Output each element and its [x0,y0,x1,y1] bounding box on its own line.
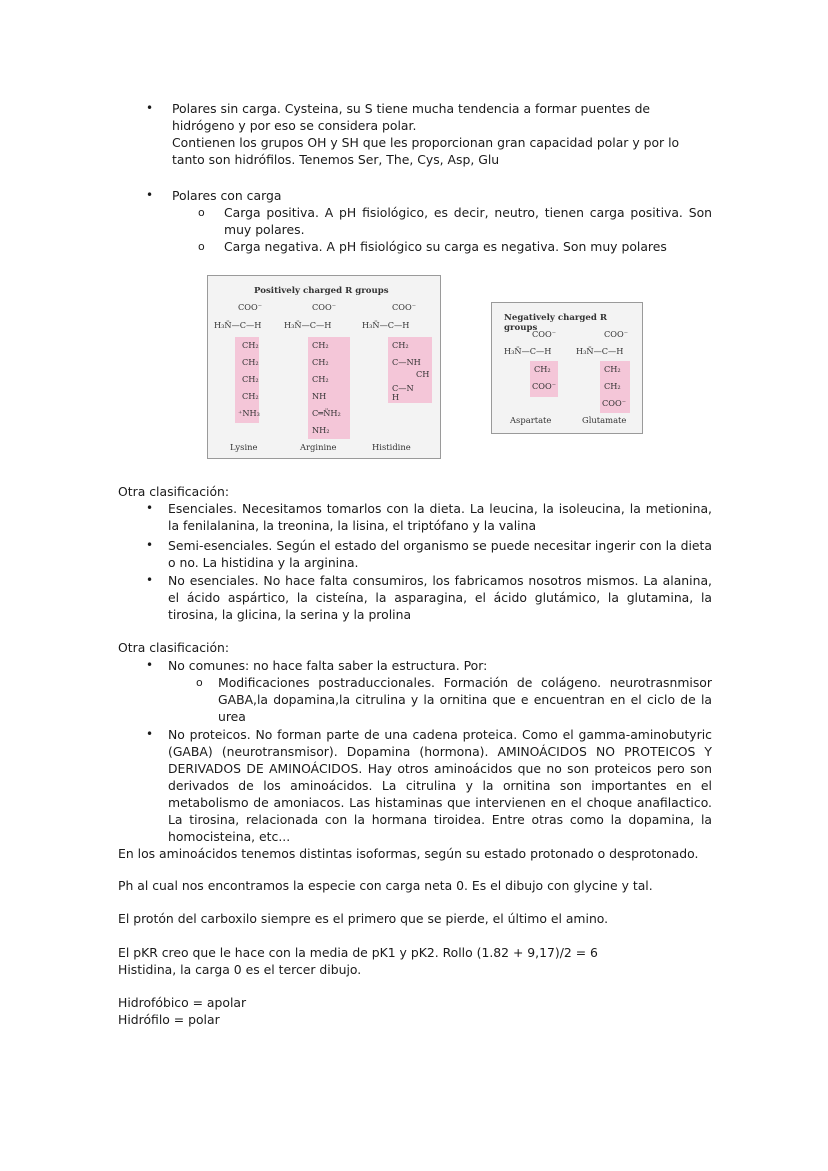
lysine-alpha: H₃N̈—C—H [214,320,262,330]
lysine-ch2-4: CH₂ [242,391,259,401]
histidina-paragraph: Histidina, la carga 0 es el tercer dibujo. [118,962,362,977]
no-comunes-text: No comunes: no hace falta saber la estructura. Por: [168,658,488,673]
histidine-label: Histidine [372,442,411,452]
semi-esenciales-text: Semi-esenciales. Según el estado del organismo se puede necesitar ingerir con la dieta o no. La histidina y la arginina. [168,538,712,570]
lysine-label: Lysine [230,442,258,452]
list-item [146,726,712,845]
bullet-marker: • [146,501,154,515]
aspartate-coo-side: COO⁻ [532,381,557,391]
histidine-c-n: C—N [392,383,414,393]
bullet-marker: • [146,188,154,202]
figure-title: Positively charged R groups [254,286,389,296]
list-item [146,500,712,534]
list-item [146,537,712,571]
modificaciones-text: Modificaciones postraduccionales. Formación de colágeno. neurotrasnmisor GABA,la dopamina,la citrulina y la ornitina que e encuentran en el ciclo de la urea [218,675,712,724]
section-heading: Otra clasificación: [118,484,230,499]
section-heading: Otra clasificación: [118,640,230,655]
bullet-marker: • [146,658,154,672]
bullet-marker: • [146,101,154,115]
aspartate-label: Aspartate [510,415,552,425]
histidine-c-nh: C—NH [392,357,421,367]
list-item [196,674,712,725]
sub-bullet-marker: o [198,240,205,253]
histidine-h: H [392,392,400,402]
glutamate-label: Glutamate [582,415,627,425]
arginine-alpha: H₃N̈—C—H [284,320,332,330]
positively-charged-figure [207,275,441,459]
polares-sin-carga-text: Polares sin carga. Cysteina, su S tiene mucha tendencia a formar puentes de hidrógeno y por eso se considera polar. [172,101,651,133]
arginine-nh: NH [312,391,327,401]
negatively-charged-figure [491,302,643,434]
bullet-marker: • [146,538,154,552]
carga-positiva-text: Carga positiva. A pH fisiológico, es decir, neutro, tienen carga positiva. Son muy polares. [224,205,712,237]
glutamate-ch2-1: CH₂ [604,364,621,374]
carga-neta-paragraph: Ph al cual nos encontramos la especie con carga neta 0. Es el dibujo con glycine y tal. [118,878,653,893]
list-item [146,572,712,623]
aspartate-ch2: CH₂ [534,364,551,374]
lysine-nh3: ⁺NH₃ [238,408,260,418]
bullet-item-polares-sin-carga [146,100,712,168]
hidrofobico-line: Hidrofóbico = apolar [118,995,247,1010]
arginine-ch2-3: CH₂ [312,374,329,384]
figure-title: Negatively charged R groups [504,313,608,333]
glutamate-coo-side: COO⁻ [602,398,627,408]
list-item [146,657,712,674]
bullet-item-polares-con-carga [146,187,712,204]
isoformas-paragraph: En los aminoácidos tenemos distintas isoformas, según su estado protonado o desprotonado. [118,846,699,861]
lysine-ch2-1: CH₂ [242,340,259,350]
sub-item-carga-positiva [198,204,712,238]
histidine-ch: CH [416,369,430,379]
polares-con-carga-title: Polares con carga [172,188,282,203]
bullet-marker: • [146,727,154,741]
lysine-ch2-3: CH₂ [242,374,259,384]
bullet-marker: • [146,573,154,587]
arginine-ch2-1: CH₂ [312,340,329,350]
arginine-ch2-2: CH₂ [312,357,329,367]
carga-negativa-text: Carga negativa. A pH fisiológico su carga es negativa. Son muy polares [224,239,667,254]
sub-bullet-marker: o [198,206,205,219]
lysine-ch2-2: CH₂ [242,357,259,367]
glutamate-coo: COO⁻ [604,329,629,339]
no-esenciales-text: No esenciales. No hace falta consumiros, los fabricamos nosotros mismos. La alanina, el ácido aspártico, la cisteína, la asparagina, el ácido glutámico, la glutamina, la tirosina, la glicina, la serina y la prolina [168,573,712,622]
sub-item-carga-negativa [198,238,712,255]
histidine-coo: COO⁻ [392,302,417,312]
arginine-nh2: NH₂ [312,425,330,435]
hidrofilo-line: Hidrófilo = polar [118,1012,220,1027]
no-proteicos-text: No proteicos. No forman parte de una cadena proteica. Como el gamma-aminobutyric (GABA) (neurotransmisor). Dopamina (hormona). AMINOÁCIDOS NO PROTEICOS Y DERIVADOS DE AMINOÁCIDOS. Hay otros aminoácidos que no son proteicos pero son derivados de los aminoácidos. La citrulina y la ornitina son importantes en el metabolismo de amoniacos. Las histaminas que intervienen en el choque anafilactico. La tirosina, relacionada con la hormana tiroidea. Entre otras como la dopamina, la homocisteina, etc... [168,727,712,844]
histidine-alpha: H₃N̈—C—H [362,320,410,330]
arginine-c-nh2: C═N̈H₂ [312,408,341,418]
aspartate-alpha: H₃N̈—C—H [504,346,552,356]
polares-sin-carga-detail: Contienen los grupos OH y SH que les proporcionan gran capacidad polar y por lo tanto son hidrófilos. Tenemos Ser, The, Cys, Asp, Glu [172,135,680,167]
lysine-coo: COO⁻ [238,302,263,312]
histidine-ch2: CH₂ [392,340,409,350]
proton-paragraph: El protón del carboxilo siempre es el primero que se pierde, el último el amino. [118,911,609,926]
pkr-paragraph: El pKR creo que le hace con la media de pK1 y pK2. Rollo (1.82 + 9,17)/2 = 6 [118,945,598,960]
arginine-label: Arginine [300,442,337,452]
sub-bullet-marker: o [196,676,203,689]
esenciales-text: Esenciales. Necesitamos tomarlos con la dieta. La leucina, la isoleucina, la metionina, la fenilalanina, la treonina, la lisina, el triptófano y la valina [168,501,712,533]
aspartate-coo: COO⁻ [532,329,557,339]
glutamate-alpha: H₃N̈—C—H [576,346,624,356]
arginine-coo: COO⁻ [312,302,337,312]
arginine-r-group-highlight [308,337,350,439]
glutamate-ch2-2: CH₂ [604,381,621,391]
